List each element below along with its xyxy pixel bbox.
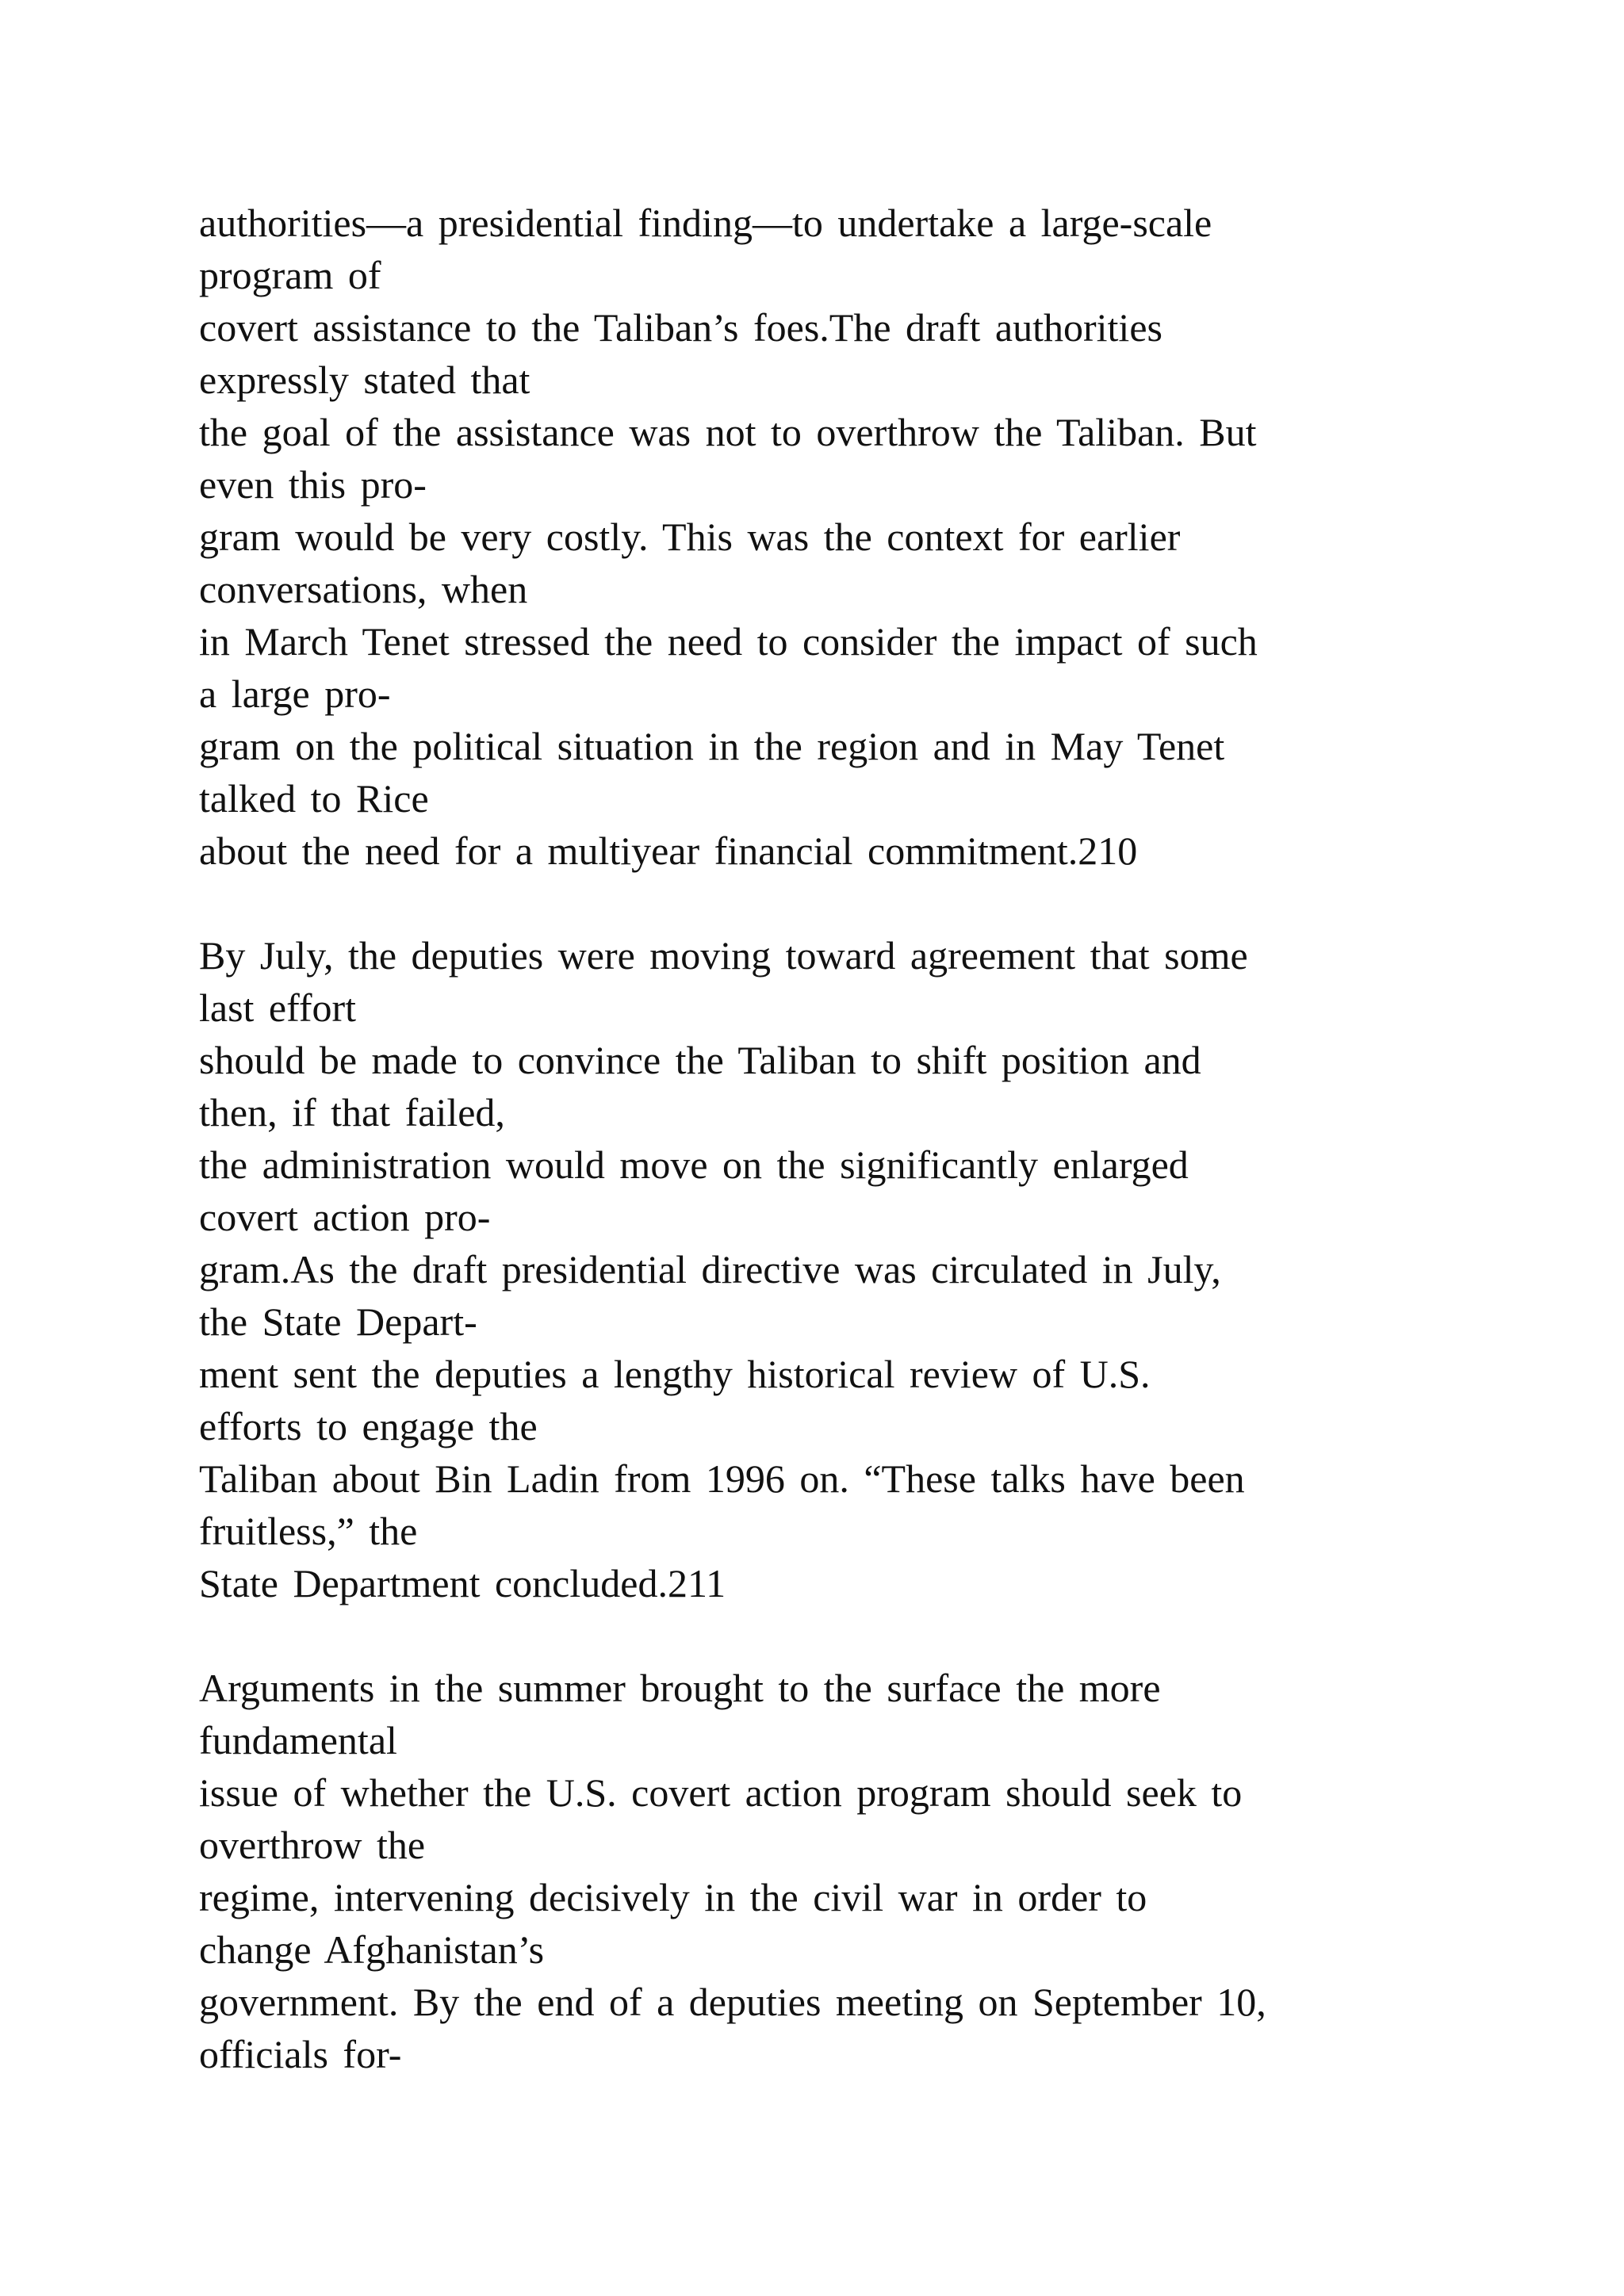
text-line: the State Depart- xyxy=(199,1299,477,1344)
text-line: expressly stated that xyxy=(199,358,530,402)
text-line: Arguments in the summer brought to the surface the more xyxy=(199,1666,1161,1710)
text-line: the administration would move on the significantly enlarged xyxy=(199,1142,1189,1187)
text-line: State Department concluded.211 xyxy=(199,1561,726,1605)
text-line: a large pro- xyxy=(199,672,391,716)
text-line: should be made to convince the Taliban to shift position and xyxy=(199,1038,1201,1082)
text-line: gram.As the draft presidential directive was circulated in July, xyxy=(199,1247,1221,1292)
text-line: program of xyxy=(199,253,381,297)
text-line: covert assistance to the Taliban’s foes.The draft authorities xyxy=(199,305,1162,350)
text-line: about the need for a multiyear financial commitment.210 xyxy=(199,828,1138,873)
text-line: By July, the deputies were moving toward agreement that some xyxy=(199,933,1248,978)
text-line: gram on the political situation in the region and in May Tenet xyxy=(199,724,1225,768)
paragraph xyxy=(199,929,1436,1609)
text-line: issue of whether the U.S. covert action program should seek to xyxy=(199,1770,1243,1815)
text-line: officials for- xyxy=(199,2032,402,2076)
document-page xyxy=(199,197,1436,2080)
text-line: fruitless,” the xyxy=(199,1509,418,1553)
text-line: fundamental xyxy=(199,1718,397,1762)
text-line: efforts to engage the xyxy=(199,1404,538,1448)
text-line: authorities—a presidential finding—to undertake a large-scale xyxy=(199,201,1212,245)
text-line: ment sent the deputies a lengthy historical review of U.S. xyxy=(199,1352,1151,1396)
text-line: talked to Rice xyxy=(199,776,429,821)
text-line: covert action pro- xyxy=(199,1195,491,1239)
text-line: conversations, when xyxy=(199,567,528,611)
text-line: gram would be very costly. This was the context for earlier xyxy=(199,515,1181,559)
text-line: the goal of the assistance was not to overthrow the Taliban. But xyxy=(199,410,1257,454)
paragraph xyxy=(199,1662,1436,2080)
text-line: change Afghanistan’s xyxy=(199,1927,545,1972)
text-line: then, if that failed, xyxy=(199,1090,505,1135)
text-line: last effort xyxy=(199,985,357,1030)
paragraph xyxy=(199,197,1436,877)
text-line: government. By the end of a deputies meeting on September 10, xyxy=(199,1980,1266,2024)
text-line: even this pro- xyxy=(199,462,427,507)
text-line: regime, intervening decisively in the civil war in order to xyxy=(199,1875,1147,1919)
text-line: overthrow the xyxy=(199,1823,426,1867)
text-line: Taliban about Bin Ladin from 1996 on. “These talks have been xyxy=(199,1456,1245,1501)
text-line: in March Tenet stressed the need to consider the impact of such xyxy=(199,619,1258,664)
